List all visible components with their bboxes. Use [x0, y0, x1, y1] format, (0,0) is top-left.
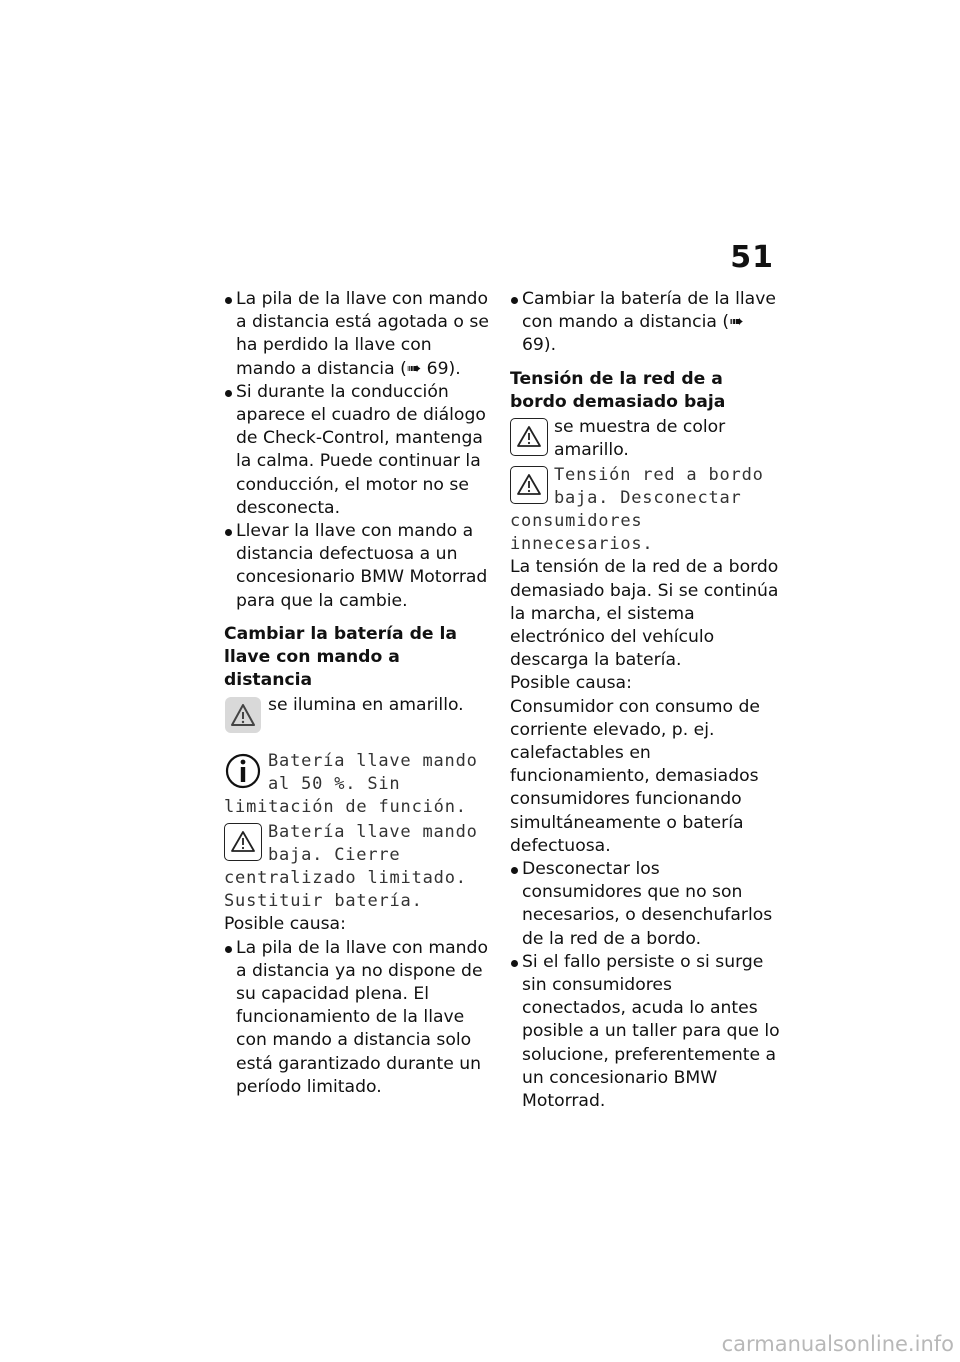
list-item: Si durante la conducción aparece el cuadro de diálogo de Check-Control, mantenga la calma. Puede continuar la conducción, el motor no se desconecta.: [224, 381, 492, 520]
warning-message-block: [510, 464, 780, 556]
warning-lamp-row: [510, 416, 780, 462]
warning-triangle-icon: [510, 466, 548, 504]
warning-triangle-icon: [510, 418, 548, 456]
list-item: La pila de la llave con mando a distancia ya no dispone de su capacidad plena. El funcionamiento de la llave con mando a distancia solo está garantizado durante un período limitado.: [224, 937, 492, 1099]
list-item: Si el fallo persiste o si surge sin consumidores conectados, acuda lo antes posible a un taller para que lo solucione, preferentemente a un concesionario BMW Motorrad.: [510, 951, 780, 1113]
warning-lamp-row: [224, 694, 492, 740]
info-message-text: Batería llave mando al 50 %. Sin limitación de función.: [224, 751, 478, 818]
list-item: La pila de la llave con mando a distancia está agotada o se ha perdido la llave con mando a distancia (➠ 69).: [224, 288, 492, 381]
warning-lamp-text: se muestra de color amarillo.: [554, 417, 726, 461]
info-icon: [224, 750, 262, 792]
cause-text: Consumidor con consumo de corriente elevado, p. ej. calefactables en funcionamiento, demasiados consumidores funcionando simultáneamente o batería defectuosa.: [510, 696, 760, 856]
cause-label: Posible causa:: [510, 673, 632, 694]
warning-lamp-text: se ilumina en amarillo.: [268, 695, 464, 716]
warning-triangle-icon: [224, 823, 262, 861]
section-heading: Tensión de la red de a bordo demasiado baja: [510, 368, 726, 412]
warning-message-text: Tensión red a bordo baja. Desconectar consumidores innecesarios.: [510, 465, 764, 555]
watermark: carmanualsonline.info: [721, 1332, 954, 1356]
list-item: Desconectar los consumidores que no son necesarios, o desenchufarlos de la red de a bordo.: [510, 858, 780, 951]
warning-message-text: Batería llave mando baja. Cierre centralizado limitado. Sustituir batería.: [224, 822, 478, 912]
list-item: Cambiar la batería de la llave con mando a distancia (➠ 69).: [510, 288, 780, 358]
warning-triangle-icon: [224, 694, 262, 736]
warning-message-block: [224, 821, 492, 913]
info-message-block: [224, 750, 492, 819]
cause-label: Posible causa:: [224, 914, 346, 935]
paragraph: La tensión de la red de a bordo demasiado baja. Si se continúa la marcha, el sistema electrónico del vehículo descarga la batería.: [510, 557, 779, 671]
page-number: 51: [730, 240, 774, 275]
list-item: Llevar la llave con mando a distancia defectuosa a un concesionario BMW Motorrad para que la cambie.: [224, 520, 492, 613]
section-heading: Cambiar la batería de la llave con mando a distancia: [224, 623, 458, 691]
right-column: [510, 288, 780, 1113]
left-column: [224, 288, 492, 1099]
